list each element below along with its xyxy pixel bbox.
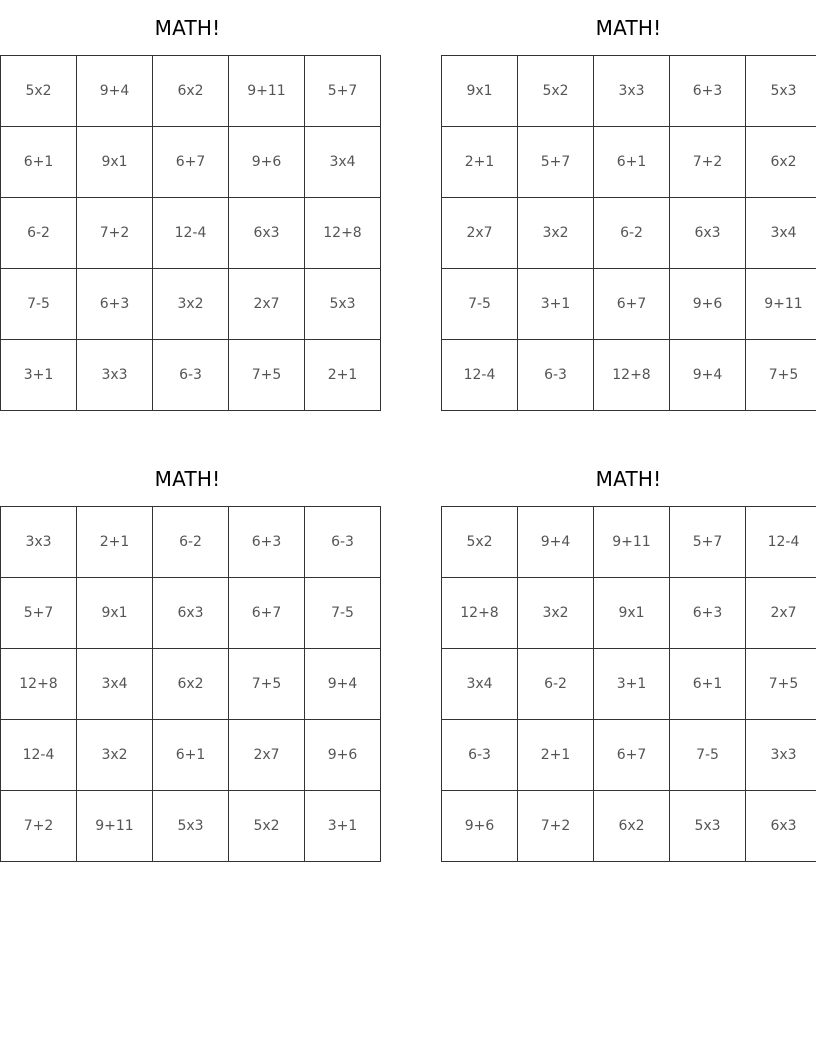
grid-cell: 5x2	[1, 56, 77, 127]
grid-row	[1, 198, 381, 269]
grid-cell: 3x2	[153, 269, 229, 340]
grid-cell: 7+5	[229, 649, 305, 720]
card-title: MATH!	[595, 16, 662, 40]
grid-cell: 9x1	[442, 56, 518, 127]
grid-cell: 9+11	[77, 791, 153, 862]
grid-cell: 3x3	[594, 56, 670, 127]
grid-cell: 9+6	[442, 791, 518, 862]
grid-cell: 6x2	[153, 56, 229, 127]
grid-cell: 12+8	[442, 578, 518, 649]
grid-cell: 3x3	[1, 507, 77, 578]
grid-cell: 6-2	[153, 507, 229, 578]
grid-cell: 7+2	[77, 198, 153, 269]
grid-cell: 7-5	[305, 578, 381, 649]
grid-cell: 3+1	[518, 269, 594, 340]
grid-cell: 7+5	[746, 649, 816, 720]
grid-cell: 3x3	[77, 340, 153, 411]
grid-cell: 9x1	[77, 578, 153, 649]
grid-cell: 9+4	[305, 649, 381, 720]
grid-cell: 5+7	[670, 507, 746, 578]
grid-cell: 9+4	[518, 507, 594, 578]
grid-cell: 2x7	[229, 269, 305, 340]
bingo-grid	[441, 506, 816, 862]
grid-cell: 6x3	[229, 198, 305, 269]
card-title: MATH!	[154, 16, 221, 40]
grid-cell: 6x3	[670, 198, 746, 269]
grid-row	[442, 720, 816, 791]
grid-cell: 5x2	[518, 56, 594, 127]
card-title: MATH!	[595, 467, 662, 491]
grid-cell: 9x1	[77, 127, 153, 198]
grid-row	[1, 269, 381, 340]
grid-cell: 9+4	[670, 340, 746, 411]
grid-row	[442, 127, 816, 198]
grid-cell: 6+1	[670, 649, 746, 720]
grid-cell: 6-2	[518, 649, 594, 720]
grid-cell: 6x3	[746, 791, 816, 862]
grid-cell: 6-3	[305, 507, 381, 578]
grid-cell: 6+1	[1, 127, 77, 198]
bingo-grid	[0, 506, 381, 862]
grid-cell: 6+3	[229, 507, 305, 578]
grid-cell: 6-2	[1, 198, 77, 269]
grid-cell: 6x2	[153, 649, 229, 720]
grid-cell: 12-4	[1, 720, 77, 791]
grid-cell: 7+2	[670, 127, 746, 198]
grid-cell: 7-5	[670, 720, 746, 791]
grid-cell: 12-4	[153, 198, 229, 269]
grid-cell: 9+11	[594, 507, 670, 578]
grid-cell: 2+1	[442, 127, 518, 198]
grid-cell: 5x3	[670, 791, 746, 862]
grid-cell: 9+4	[77, 56, 153, 127]
grid-cell: 6-2	[594, 198, 670, 269]
grid-cell: 6+7	[153, 127, 229, 198]
grid-cell: 2x7	[229, 720, 305, 791]
grid-cell: 3x2	[518, 198, 594, 269]
grid-cell: 3+1	[1, 340, 77, 411]
grid-cell: 9+6	[670, 269, 746, 340]
grid-row	[1, 578, 381, 649]
grid-row	[1, 127, 381, 198]
grid-cell: 3+1	[594, 649, 670, 720]
grid-cell: 5x2	[229, 791, 305, 862]
grid-cell: 3x4	[77, 649, 153, 720]
grid-cell: 5x2	[442, 507, 518, 578]
grid-row	[442, 56, 816, 127]
grid-cell: 12-4	[746, 507, 816, 578]
grid-row	[442, 791, 816, 862]
grid-row	[1, 791, 381, 862]
grid-cell: 5x3	[305, 269, 381, 340]
grid-cell: 3x2	[518, 578, 594, 649]
grid-cell: 7+5	[746, 340, 816, 411]
grid-cell: 5+7	[1, 578, 77, 649]
grid-cell: 6x3	[153, 578, 229, 649]
grid-cell: 9x1	[594, 578, 670, 649]
grid-cell: 2x7	[746, 578, 816, 649]
grid-cell: 5+7	[518, 127, 594, 198]
grid-cell: 6+3	[670, 56, 746, 127]
grid-row	[1, 507, 381, 578]
grid-row	[442, 198, 816, 269]
grid-cell: 6-3	[518, 340, 594, 411]
grid-cell: 2+1	[518, 720, 594, 791]
grid-cell: 5+7	[305, 56, 381, 127]
bingo-grid	[441, 55, 816, 411]
grid-row	[442, 578, 816, 649]
grid-row	[1, 340, 381, 411]
grid-row	[1, 720, 381, 791]
grid-cell: 3x4	[746, 198, 816, 269]
grid-cell: 7+2	[518, 791, 594, 862]
grid-cell: 9+11	[746, 269, 816, 340]
grid-cell: 7+2	[1, 791, 77, 862]
grid-cell: 6+1	[153, 720, 229, 791]
grid-cell: 12+8	[594, 340, 670, 411]
grid-cell: 9+11	[229, 56, 305, 127]
grid-cell: 7+5	[229, 340, 305, 411]
bingo-grid	[0, 55, 381, 411]
grid-cell: 2+1	[305, 340, 381, 411]
grid-cell: 6+7	[229, 578, 305, 649]
grid-cell: 3x4	[305, 127, 381, 198]
grid-cell: 3x4	[442, 649, 518, 720]
grid-cell: 5x3	[153, 791, 229, 862]
grid-cell: 2x7	[442, 198, 518, 269]
grid-cell: 6+3	[670, 578, 746, 649]
grid-cell: 3+1	[305, 791, 381, 862]
grid-cell: 6+1	[594, 127, 670, 198]
grid-cell: 12-4	[442, 340, 518, 411]
grid-cell: 3x3	[746, 720, 816, 791]
grid-cell: 6-3	[442, 720, 518, 791]
grid-cell: 9+6	[229, 127, 305, 198]
grid-cell: 6x2	[746, 127, 816, 198]
grid-row	[442, 649, 816, 720]
grid-row	[1, 56, 381, 127]
grid-row	[442, 269, 816, 340]
grid-cell: 12+8	[305, 198, 381, 269]
grid-cell: 7-5	[1, 269, 77, 340]
grid-cell: 12+8	[1, 649, 77, 720]
grid-row	[442, 507, 816, 578]
card-title: MATH!	[154, 467, 221, 491]
grid-cell: 6x2	[594, 791, 670, 862]
grid-cell: 6+7	[594, 720, 670, 791]
grid-cell: 5x3	[746, 56, 816, 127]
grid-cell: 7-5	[442, 269, 518, 340]
grid-cell: 9+6	[305, 720, 381, 791]
grid-cell: 6+3	[77, 269, 153, 340]
grid-cell: 6+7	[594, 269, 670, 340]
grid-row	[1, 649, 381, 720]
grid-cell: 3x2	[77, 720, 153, 791]
grid-cell: 6-3	[153, 340, 229, 411]
grid-row	[442, 340, 816, 411]
grid-cell: 2+1	[77, 507, 153, 578]
